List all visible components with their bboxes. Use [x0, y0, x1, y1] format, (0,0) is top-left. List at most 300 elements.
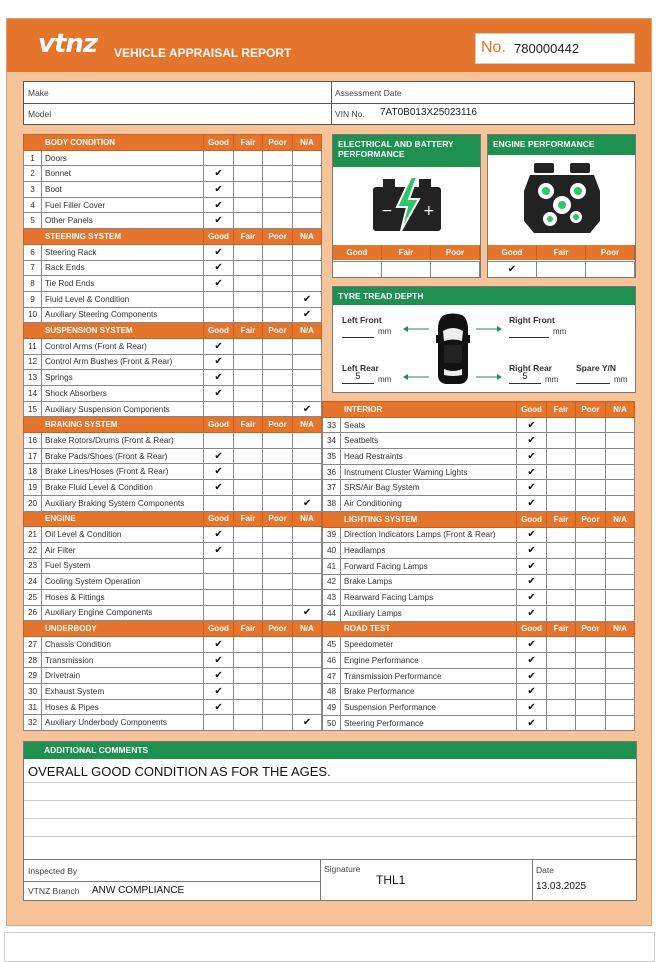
rating-cell-poor — [263, 386, 293, 402]
check-mark-icon: ✔ — [204, 527, 234, 543]
item-name: Auxiliary Underbody Components — [42, 715, 204, 731]
rating-cell-na — [293, 166, 322, 182]
item-name: Brake Fluid Level & Condition — [42, 480, 204, 496]
check-mark-icon: ✔ — [204, 182, 234, 198]
section-header-row — [24, 417, 322, 433]
check-mark-icon: ✔ — [517, 574, 547, 590]
check-mark-icon: ✔ — [204, 386, 234, 402]
item-name: Boot — [42, 182, 204, 198]
rating-cell-poor — [576, 558, 606, 574]
next-page-edge — [4, 932, 655, 962]
rating-cell-fair — [234, 260, 263, 276]
item-name: Direction Indicators Lamps (Front & Rear) — [341, 527, 517, 543]
checklist-row — [24, 213, 322, 229]
item-number: 38 — [323, 496, 341, 512]
rating-cell-fair — [234, 542, 263, 558]
check-mark-icon: ✔ — [204, 197, 234, 213]
rating-cell-poor — [263, 605, 293, 621]
rating-cell-good — [204, 558, 234, 574]
item-number: 37 — [323, 480, 341, 496]
checklist-row — [24, 527, 322, 543]
rating-cell-na — [293, 370, 322, 386]
rating-cell-na — [293, 276, 322, 292]
rating-cell-poor — [263, 589, 293, 605]
rating-column-header: Fair — [547, 511, 576, 527]
rating-cell-poor — [263, 715, 293, 731]
spare-unit: mm — [614, 375, 628, 384]
rating-cell-poor — [576, 464, 606, 480]
checklist-row — [323, 700, 635, 716]
report-number-label: No. — [481, 39, 506, 56]
check-mark-icon: ✔ — [517, 558, 547, 574]
checklist-row — [24, 433, 322, 449]
item-number: 1 — [24, 150, 42, 166]
item-name: Auxiliary Suspension Components — [42, 401, 204, 417]
item-number: 18 — [24, 464, 42, 480]
item-number: 24 — [24, 574, 42, 590]
item-name: Air Conditioning — [341, 496, 517, 512]
rating-cell-fair — [234, 197, 263, 213]
checklist-row — [24, 652, 322, 668]
rating-column-header: Fair — [547, 621, 576, 637]
section-title: INTERIOR — [323, 402, 517, 418]
checklist-row — [24, 699, 322, 715]
check-mark-icon: ✔ — [204, 213, 234, 229]
rating-cell-na — [606, 700, 635, 716]
rating-cell-fair — [234, 338, 263, 354]
checklist-row — [323, 590, 635, 606]
rating-cell-na — [293, 338, 322, 354]
check-mark-icon: ✔ — [293, 715, 322, 731]
item-number: 7 — [24, 260, 42, 276]
check-mark-icon: ✔ — [204, 668, 234, 684]
rating-column-header: Good — [204, 417, 234, 433]
electrical-good-cell — [333, 261, 382, 277]
rating-cell-fair — [547, 496, 576, 512]
checklist-row — [323, 715, 635, 731]
checklist-row — [323, 653, 635, 669]
item-number: 26 — [24, 605, 42, 621]
signoff-footer — [23, 859, 637, 901]
item-number: 10 — [24, 307, 42, 323]
electrical-rating-values — [333, 261, 480, 277]
electrical-battery-panel — [332, 134, 481, 278]
engine-rating-values — [488, 261, 635, 277]
item-number: 47 — [323, 668, 341, 684]
svg-text:−: − — [381, 203, 393, 219]
section-header-row — [323, 511, 635, 527]
section-header-row — [24, 323, 322, 339]
rating-column-header: Fair — [234, 323, 263, 339]
rating-cell-na — [606, 668, 635, 684]
item-number: 13 — [24, 370, 42, 386]
rating-cell-na — [606, 574, 635, 590]
checklist-row — [323, 449, 635, 465]
checklist-row — [24, 715, 322, 731]
left-front-label: Left Front — [342, 315, 382, 325]
rating-cell-na — [293, 213, 322, 229]
rating-cell-poor — [576, 668, 606, 684]
section-title: BODY CONDITION — [24, 135, 204, 151]
additional-comments-text: OVERALL GOOD CONDITION AS FOR THE AGES. — [28, 764, 331, 779]
electrical-rating-header — [333, 245, 480, 260]
rating-cell-poor — [576, 480, 606, 496]
rating-cell-fair — [547, 574, 576, 590]
engine-good-label: Good — [488, 245, 537, 260]
check-mark-icon: ✔ — [204, 637, 234, 653]
item-name: Brake Rotors/Drums (Front & Rear) — [42, 433, 204, 449]
item-name: Auxiliary Engine Components — [42, 605, 204, 621]
rating-cell-fair — [234, 589, 263, 605]
item-number: 12 — [24, 354, 42, 370]
rating-column-header: N/A — [606, 511, 635, 527]
section-title: STEERING SYSTEM — [24, 229, 204, 245]
check-mark-icon: ✔ — [517, 700, 547, 716]
item-name: Oil Level & Condition — [42, 527, 204, 543]
rating-column-header: Fair — [234, 229, 263, 245]
rating-cell-na — [606, 684, 635, 700]
item-name: Doors — [42, 150, 204, 166]
check-mark-icon: ✔ — [517, 653, 547, 669]
electrical-good-label: Good — [333, 245, 382, 260]
item-name: Brake Lines/Hoses (Front & Rear) — [42, 464, 204, 480]
rating-column-header: N/A — [293, 511, 322, 527]
rating-column-header: N/A — [606, 402, 635, 418]
rating-cell-na — [606, 715, 635, 731]
rating-cell-poor — [576, 700, 606, 716]
rating-cell-poor — [576, 590, 606, 606]
checklist-row — [24, 605, 322, 621]
rating-cell-na — [293, 637, 322, 653]
rating-cell-good — [204, 433, 234, 449]
check-mark-icon: ✔ — [517, 449, 547, 465]
engine-poor-label: Poor — [586, 245, 635, 260]
vehicle-info-box — [23, 81, 635, 125]
branch-label: VTNZ Branch — [28, 886, 80, 896]
electrical-fair-cell — [382, 261, 431, 277]
rating-cell-na — [293, 386, 322, 402]
checklist-row — [24, 307, 322, 323]
rating-column-header: Good — [204, 621, 234, 637]
left-rear-value: 5 — [342, 371, 374, 384]
check-mark-icon: ✔ — [517, 480, 547, 496]
section-header-row — [323, 621, 635, 637]
make-label: Make — [28, 88, 49, 98]
rating-cell-fair — [547, 684, 576, 700]
rating-cell-fair — [547, 480, 576, 496]
rating-cell-poor — [576, 715, 606, 731]
item-number: 48 — [323, 684, 341, 700]
item-number: 19 — [24, 480, 42, 496]
rating-cell-poor — [263, 668, 293, 684]
checklist-row — [323, 668, 635, 684]
rating-cell-na — [606, 605, 635, 621]
checklist-row — [323, 464, 635, 480]
rating-cell-good — [204, 605, 234, 621]
rating-column-header: Poor — [263, 621, 293, 637]
item-number: 17 — [24, 448, 42, 464]
check-mark-icon: ✔ — [517, 637, 547, 653]
rating-cell-fair — [234, 668, 263, 684]
rating-cell-fair — [234, 370, 263, 386]
arrow-left-rear-icon — [403, 367, 429, 373]
item-name: Control Arms (Front & Rear) — [42, 338, 204, 354]
rating-cell-poor — [263, 213, 293, 229]
item-name: Cooling System Operation — [42, 574, 204, 590]
rating-cell-good — [204, 574, 234, 590]
rating-cell-poor — [576, 574, 606, 590]
engine-fair-cell — [537, 261, 586, 277]
check-mark-icon: ✔ — [293, 291, 322, 307]
left-checklist-table — [23, 134, 322, 731]
rating-cell-na — [606, 433, 635, 449]
rating-column-header: Poor — [576, 402, 606, 418]
rating-cell-poor — [263, 338, 293, 354]
item-name: Headlamps — [341, 543, 517, 559]
rating-cell-poor — [263, 401, 293, 417]
check-mark-icon: ✔ — [204, 448, 234, 464]
vin-value: 7AT0B013X25023116 — [380, 107, 477, 118]
check-mark-icon: ✔ — [517, 605, 547, 621]
check-mark-icon: ✔ — [517, 715, 547, 731]
checklist-row — [24, 637, 322, 653]
item-number: 15 — [24, 401, 42, 417]
item-name: Transmission — [42, 652, 204, 668]
checklist-row — [24, 448, 322, 464]
date-label: Date — [536, 865, 554, 875]
report-header — [7, 19, 651, 72]
rating-column-header: Fair — [234, 621, 263, 637]
rating-cell-poor — [263, 542, 293, 558]
rating-cell-fair — [547, 605, 576, 621]
rating-cell-na — [606, 417, 635, 433]
checklist-row — [24, 166, 322, 182]
rating-cell-poor — [263, 307, 293, 323]
left-front-value — [342, 325, 374, 338]
item-name: Speedometer — [341, 637, 517, 653]
rating-cell-fair — [234, 354, 263, 370]
checklist-row — [24, 354, 322, 370]
item-number: 16 — [24, 433, 42, 449]
rating-cell-poor — [263, 166, 293, 182]
item-number: 8 — [24, 276, 42, 292]
right-front-label: Right Front — [509, 315, 555, 325]
checklist-row — [24, 401, 322, 417]
check-mark-icon: ✔ — [517, 433, 547, 449]
item-name: SRS/Air Bag System — [341, 480, 517, 496]
checklist-row — [24, 276, 322, 292]
rating-column-header: Poor — [263, 417, 293, 433]
item-name: Fuel Filler Cover — [42, 197, 204, 213]
section-title: ROAD TEST — [323, 621, 517, 637]
rating-column-header: Good — [204, 323, 234, 339]
rating-cell-fair — [547, 417, 576, 433]
rating-cell-na — [606, 496, 635, 512]
rating-cell-good — [204, 150, 234, 166]
check-mark-icon: ✔ — [517, 527, 547, 543]
item-name: Drivetrain — [42, 668, 204, 684]
rating-cell-na — [606, 558, 635, 574]
rating-cell-poor — [576, 684, 606, 700]
check-mark-icon: ✔ — [204, 244, 234, 260]
item-name: Forward Facing Lamps — [341, 558, 517, 574]
item-number: 49 — [323, 700, 341, 716]
section-title: SUSPENSION SYSTEM — [24, 323, 204, 339]
rating-cell-fair — [547, 543, 576, 559]
rating-column-header: Good — [204, 229, 234, 245]
tyre-tread-title: TYRE TREAD DEPTH — [333, 287, 635, 305]
rating-cell-na — [606, 449, 635, 465]
rating-cell-poor — [263, 197, 293, 213]
checklist-row — [24, 150, 322, 166]
rating-cell-poor — [576, 527, 606, 543]
rating-cell-fair — [234, 291, 263, 307]
check-mark-icon: ✔ — [204, 166, 234, 182]
item-number: 29 — [24, 668, 42, 684]
engine-icon — [520, 161, 604, 237]
item-name: Brake Lamps — [341, 574, 517, 590]
rating-column-header: Good — [204, 135, 234, 151]
rating-cell-fair — [234, 433, 263, 449]
rating-column-header: Fair — [234, 511, 263, 527]
engine-fair-label: Fair — [537, 245, 586, 260]
rating-cell-na — [293, 480, 322, 496]
item-name: Seats — [341, 417, 517, 433]
rating-column-header: Poor — [576, 621, 606, 637]
item-name: Fuel System — [42, 558, 204, 574]
right-front-value — [509, 325, 549, 338]
section-title: BRAKING SYSTEM — [24, 417, 204, 433]
report-title: VEHICLE APPRAISAL REPORT — [114, 46, 292, 60]
rating-cell-fair — [547, 715, 576, 731]
electrical-poor-cell — [431, 261, 480, 277]
vtnz-logo: vtnz — [38, 29, 98, 59]
checklist-row — [323, 637, 635, 653]
rating-cell-fair — [547, 637, 576, 653]
rating-cell-na — [293, 448, 322, 464]
rating-cell-na — [293, 464, 322, 480]
checklist-row — [24, 668, 322, 684]
rating-cell-poor — [263, 448, 293, 464]
rating-cell-fair — [547, 700, 576, 716]
engine-rating-header — [488, 245, 635, 260]
rating-cell-fair — [547, 433, 576, 449]
svg-text:+: + — [423, 203, 435, 219]
rating-cell-na — [293, 182, 322, 198]
item-name: Seatbelts — [341, 433, 517, 449]
rating-cell-na — [293, 244, 322, 260]
rating-cell-fair — [234, 386, 263, 402]
rating-cell-na — [293, 589, 322, 605]
rating-cell-good — [204, 715, 234, 731]
rating-cell-poor — [263, 150, 293, 166]
spare-label: Spare Y/N — [576, 363, 617, 373]
item-number: 28 — [24, 652, 42, 668]
rating-cell-fair — [234, 495, 263, 511]
item-number: 2 — [24, 166, 42, 182]
report-number-value: 780000442 — [514, 41, 580, 56]
rating-cell-na — [606, 637, 635, 653]
rating-cell-fair — [234, 244, 263, 260]
rating-cell-poor — [263, 527, 293, 543]
rating-cell-poor — [263, 354, 293, 370]
checklist-row — [24, 370, 322, 386]
rating-cell-fair — [547, 449, 576, 465]
rating-column-header: N/A — [293, 417, 322, 433]
check-mark-icon: ✔ — [293, 495, 322, 511]
item-name: Air Filter — [42, 542, 204, 558]
rating-cell-good — [204, 495, 234, 511]
item-name: Bonnet — [42, 166, 204, 182]
item-name: Auxiliary Lamps — [341, 605, 517, 621]
item-name: Brake Pads/Shoes (Front & Rear) — [42, 448, 204, 464]
rating-cell-poor — [263, 637, 293, 653]
rating-column-header: Good — [517, 621, 547, 637]
item-number: 5 — [24, 213, 42, 229]
checklist-row — [24, 182, 322, 198]
item-name: Head Restraints — [341, 449, 517, 465]
rating-cell-na — [606, 590, 635, 606]
checklist-row — [24, 338, 322, 354]
rating-cell-fair — [547, 558, 576, 574]
rating-cell-na — [293, 527, 322, 543]
item-number: 41 — [323, 558, 341, 574]
rating-column-header: Good — [517, 402, 547, 418]
arrow-right-front-icon — [476, 319, 502, 325]
rating-cell-poor — [263, 291, 293, 307]
arrow-right-rear-icon — [476, 367, 502, 373]
rating-cell-fair — [234, 684, 263, 700]
rating-cell-fair — [234, 464, 263, 480]
check-mark-icon: ✔ — [488, 261, 537, 277]
rating-cell-fair — [547, 590, 576, 606]
check-mark-icon: ✔ — [517, 684, 547, 700]
check-mark-icon: ✔ — [204, 542, 234, 558]
rating-cell-poor — [263, 464, 293, 480]
checklist-row — [323, 417, 635, 433]
checklist-row — [24, 542, 322, 558]
additional-comments-title: ADDITIONAL COMMENTS — [24, 742, 636, 759]
item-number: 32 — [24, 715, 42, 731]
rating-cell-fair — [234, 150, 263, 166]
rating-cell-poor — [263, 699, 293, 715]
item-number: 50 — [323, 715, 341, 731]
rating-cell-poor — [263, 260, 293, 276]
checklist-row — [24, 574, 322, 590]
item-name: Brake Performance — [341, 684, 517, 700]
rating-cell-poor — [576, 496, 606, 512]
rating-column-header: Poor — [576, 511, 606, 527]
item-number: 44 — [323, 605, 341, 621]
rating-cell-fair — [234, 276, 263, 292]
rating-cell-poor — [576, 433, 606, 449]
rating-cell-fair — [234, 652, 263, 668]
rating-cell-poor — [576, 605, 606, 621]
rating-cell-fair — [234, 605, 263, 621]
item-number: 27 — [24, 637, 42, 653]
rating-cell-poor — [263, 684, 293, 700]
item-number: 31 — [24, 699, 42, 715]
rating-cell-fair — [234, 699, 263, 715]
rating-column-header: N/A — [293, 621, 322, 637]
signature-label: Signature — [324, 864, 361, 874]
check-mark-icon: ✔ — [293, 401, 322, 417]
check-mark-icon: ✔ — [204, 480, 234, 496]
check-mark-icon: ✔ — [204, 338, 234, 354]
item-number: 39 — [323, 527, 341, 543]
rating-column-header: Fair — [234, 135, 263, 151]
rating-column-header: Poor — [263, 229, 293, 245]
